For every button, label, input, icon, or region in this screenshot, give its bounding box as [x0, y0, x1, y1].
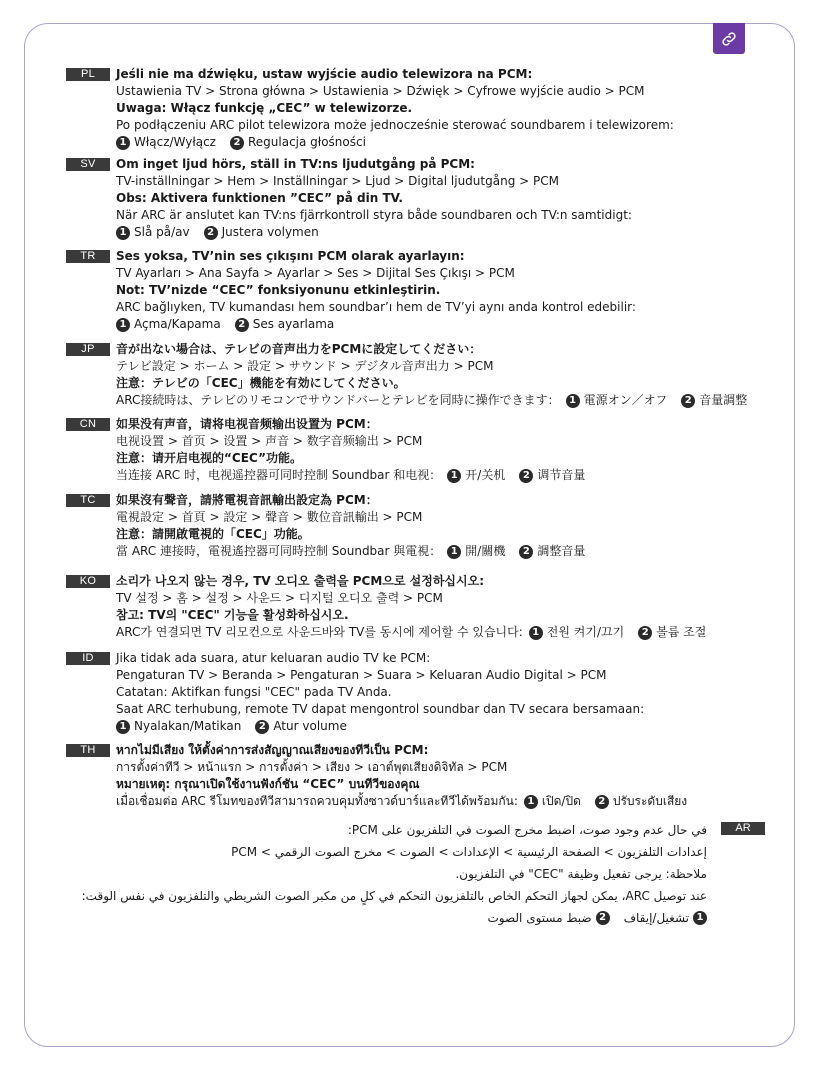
heading: 如果沒有聲音，請將電視音訊輸出設定為 PCM： [116, 493, 378, 507]
volume-label: ปรับระดับเสียง [612, 794, 688, 808]
arc-info: 當 ARC 連接時，電視遙控器可同時控制 Soundbar 與電視： [116, 544, 442, 558]
number-2-icon: 2 [681, 394, 695, 408]
number-1-icon: 1 [566, 394, 580, 408]
cec-note: 注意：请开启电视的“CEC”功能。 [116, 451, 303, 465]
cec-note: 注意：テレビの「CEC」機能を有効にしてください。 [116, 376, 406, 390]
arc-info: 当连接 ARC 时，电视遥控器可同时控制 Soundbar 和电视： [116, 468, 442, 482]
heading: 소리가 나오지 않는 경우, TV 오디오 출력을 PCM으로 설정하십시오: [116, 574, 485, 588]
cec-note: ملاحظة: يرجى تفعيل وظيفة "CEC" في التلفزيون. [455, 867, 707, 881]
number-1-icon: 1 [116, 226, 130, 240]
number-1-icon: 1 [529, 626, 543, 640]
power-label: 전원 켜기/끄기 [546, 625, 625, 639]
number-1-icon: 1 [447, 469, 461, 483]
settings-path: TV Ayarları > Ana Sayfa > Ayarlar > Ses > Dijital Ses Çıkışı > PCM [116, 266, 515, 280]
settings-path: 电视设置 > 首页 > 设置 > 声音 > 数字音频输出 > PCM [116, 434, 423, 448]
number-1-icon: 1 [116, 720, 130, 734]
settings-path: 電視設定 > 首頁 > 設定 > 聲音 > 數位音訊輸出 > PCM [116, 510, 423, 524]
heading: Jeśli nie ma dźwięku, ustaw wyjście audio telewizora na PCM: [116, 67, 533, 81]
arc-info-row [116, 392, 776, 409]
volume-label: 調整音量 [537, 544, 586, 558]
power-label: เปิด/ปิด [541, 794, 581, 808]
volume-label: Justera volymen [221, 225, 319, 239]
number-2-icon: 2 [204, 226, 218, 240]
volume-label: Atur volume [273, 719, 347, 733]
number-2-icon: 2 [519, 469, 533, 483]
settings-path: Pengaturan TV > Beranda > Pengaturan > Suara > Keluaran Audio Digital > PCM [116, 668, 607, 682]
number-2-icon: 2 [255, 720, 269, 734]
cec-note: Catatan: Aktifkan fungsi "CEC" pada TV Anda. [116, 685, 392, 699]
arc-info-row [116, 624, 776, 641]
volume-label: Regulacja głośności [247, 135, 366, 149]
language-tag: TH [66, 744, 110, 757]
power-label: Włącz/Wyłącz [134, 135, 216, 149]
number-2-icon: 2 [230, 136, 244, 150]
number-1-icon: 1 [116, 318, 130, 332]
settings-path: إعدادات التلفزيون > الصفحة الرئيسية > الإعدادات > الصوت > مخرج الصوت الرقمي > PCM [231, 845, 707, 859]
arc-info: När ARC är anslutet kan TV:ns fjärrkontroll styra både soundbaren och TV:n samtidigt: [116, 208, 632, 222]
arc-info: เมื่อเชื่อมต่อ ARC รีโมทของทีวีสามารถควบคุมทั้งซาวด์บาร์และทีวีได้พร้อมกัน: [116, 794, 518, 808]
language-tag: CN [66, 418, 110, 431]
language-tag: AR [721, 822, 765, 835]
number-2-icon: 2 [519, 545, 533, 559]
controls [116, 224, 776, 241]
number-2-icon: 2 [595, 795, 609, 809]
language-tag: SV [66, 158, 110, 171]
number-1-icon: 1 [447, 545, 461, 559]
language-tag: TC [66, 494, 110, 507]
power-label: تشغيل/إيقاف [623, 911, 689, 925]
number-1-icon: 1 [116, 136, 130, 150]
arc-info: Po podłączeniu ARC pilot telewizora może jednocześnie sterować soundbarem i telewizorem: [116, 118, 674, 132]
cec-note: 참고: TV의 "CEC" 기능을 활성화하십시오. [116, 608, 349, 622]
cec-note: 注意：請開啟電視的「CEC」功能。 [116, 527, 310, 541]
arc-info: عند توصيل ARC، يمكن لجهاز التحكم الخاص بالتلفزيون التحكم في كلٍ من مكبر الصوت الشريطي والتلفزيون في نفس الوقت: [81, 889, 707, 903]
heading: 音が出ない場合は、テレビの音声出力をPCMに設定してください： [116, 342, 482, 356]
power-label: 開/關機 [465, 544, 506, 558]
number-1-icon: 1 [693, 911, 707, 925]
heading: 如果没有声音，请将电视音频输出设置为 PCM： [116, 417, 378, 431]
heading: Jika tidak ada suara, atur keluaran audio TV ke PCM: [116, 651, 431, 665]
power-label: 开/关机 [465, 468, 506, 482]
power-label: 電源オン／オフ [583, 393, 668, 407]
heading: หากไม่มีเสียง ให้ตั้งค่าการส่งสัญญาณเสียงของทีวีเป็น PCM: [116, 743, 429, 757]
language-tag: ID [66, 652, 110, 665]
cec-note: Uwaga: Włącz funkcję „CEC” w telewizorze. [116, 101, 413, 115]
settings-path: TV 설정 > 홈 > 설정 > 사운드 > 디지털 오디오 출력 > PCM [116, 591, 443, 605]
heading: في حال عدم وجود صوت، اضبط مخرج الصوت في التلفزيون على PCM: [347, 823, 707, 837]
volume-label: 音量調整 [699, 393, 748, 407]
volume-label: 볼륨 조절 [656, 625, 707, 639]
arc-info: ARC가 연결되면 TV 리모컨으로 사운드바와 TV를 동시에 제어할 수 있습니다: [116, 625, 523, 639]
volume-label: ضبط مستوى الصوت [487, 911, 592, 925]
controls [116, 316, 776, 333]
number-2-icon: 2 [235, 318, 249, 332]
arc-info-row [116, 467, 776, 484]
language-tag: PL [66, 68, 110, 81]
power-label: Slå på/av [134, 225, 190, 239]
power-label: Açma/Kapama [134, 317, 221, 331]
arc-info-row [116, 543, 776, 560]
volume-label: Ses ayarlama [252, 317, 335, 331]
number-1-icon: 1 [524, 795, 538, 809]
cec-note: หมายเหตุ: กรุณาเปิดใช้งานฟังก์ชัน “CEC” บนทีวีของคุณ [116, 777, 420, 791]
heading: Om inget ljud hörs, ställ in TV:ns ljudutgång på PCM: [116, 157, 475, 171]
controls [107, 907, 707, 929]
controls [116, 718, 776, 735]
settings-path: Ustawienia TV > Strona główna > Ustawienia > Dźwięk > Cyfrowe wyjście audio > PCM [116, 84, 645, 98]
arc-info: ARC bağlıyken, TV kumandası hem soundbar’ı hem de TV’yi aynı anda kontrol edebilir: [116, 300, 636, 314]
language-tag: TR [66, 250, 110, 263]
arc-info-row [116, 793, 776, 810]
link-button[interactable] [713, 23, 745, 54]
cec-note: Obs: Aktivera funktionen ”CEC” på din TV. [116, 191, 403, 205]
link-icon [720, 30, 738, 48]
number-2-icon: 2 [638, 626, 652, 640]
settings-path: TV-inställningar > Hem > Inställningar > Ljud > Digital ljudutgång > PCM [116, 174, 559, 188]
settings-path: การตั้งค่าทีวี > หน้าแรก > การตั้งค่า > เสียง > เอาต์พุตเสียงดิจิทัล > PCM [116, 760, 508, 774]
arc-info: Saat ARC terhubung, remote TV dapat mengontrol soundbar dan TV secara bersamaan: [116, 702, 645, 716]
language-tag: KO [66, 575, 110, 588]
arc-info: ARC接続時は、テレビのリモコンでサウンドバーとテレビを同時に操作できます： [116, 393, 560, 407]
language-tag: JP [66, 343, 110, 356]
number-2-icon: 2 [596, 911, 610, 925]
power-label: Nyalakan/Matikan [134, 719, 242, 733]
heading: Ses yoksa, TV’nin ses çıkışını PCM olarak ayarlayın: [116, 249, 465, 263]
cec-note: Not: TV’nizde “CEC” fonksiyonunu etkinleştirin. [116, 283, 441, 297]
controls [116, 134, 776, 151]
settings-path: テレビ設定 > ホーム > 設定 > サウンド > デジタル音声出力 > PCM [116, 359, 494, 373]
volume-label: 调节音量 [537, 468, 586, 482]
